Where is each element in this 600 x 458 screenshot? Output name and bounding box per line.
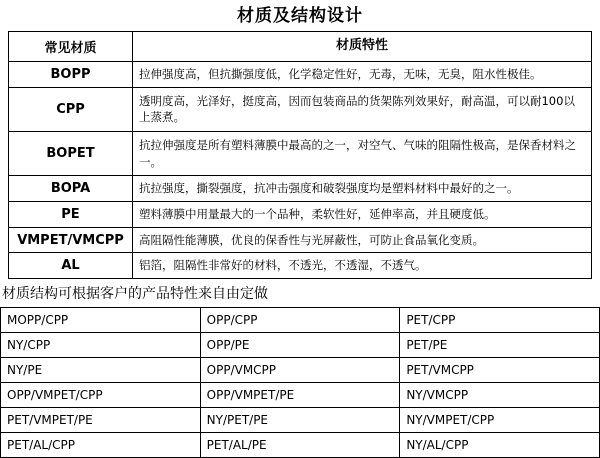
material-properties-table: [8, 31, 592, 279]
table-row: [9, 202, 592, 228]
table-row: [9, 87, 592, 131]
structure-cell: OPP/CPP: [200, 308, 400, 333]
material-name: BOPA: [9, 176, 133, 202]
material-name: CPP: [9, 87, 133, 131]
material-desc: 高阻隔性能薄膜，优良的保香性与光屏蔽性，可防止食品氧化变质。: [133, 227, 592, 253]
structure-cell: NY/PE: [1, 358, 201, 383]
table-row: [1, 358, 600, 383]
table-row: [9, 227, 592, 253]
table-row: [9, 132, 592, 176]
table-row: [1, 333, 600, 358]
structure-cell: NY/AL/CPP: [400, 433, 600, 458]
structure-cell: PET/PE: [400, 333, 600, 358]
structure-cell: NY/VMCPP: [400, 383, 600, 408]
table-row: [1, 408, 600, 433]
structure-cell: NY/CPP: [1, 333, 201, 358]
structure-cell: PET/VMPET/PE: [1, 408, 201, 433]
material-desc: 塑料薄膜中用量最大的一个品种，柔软性好，延伸率高，并且硬度低。: [133, 202, 592, 228]
material-name: AL: [9, 253, 133, 279]
material-name: BOPP: [9, 62, 133, 88]
material-desc: 拉伸强度高，但抗撕强度低，化学稳定性好，无毒，无味，无臭，阻水性极佳。: [133, 62, 592, 88]
structure-combinations-table: [0, 307, 600, 458]
structure-cell: OPP/PE: [200, 333, 400, 358]
structure-note: 材质结构可根据客户的产品特性来自由定做: [2, 286, 268, 303]
material-desc: 铝箔，阻隔性非常好的材料，不透光，不透湿，不透气。: [133, 253, 592, 279]
table-row: [1, 308, 600, 333]
structure-cell: OPP/VMCPP: [200, 358, 400, 383]
material-desc: 抗拉伸强度是所有塑料薄膜中最高的之一，对空气、气味的阻隔性极高，是保香材料之一。: [133, 132, 592, 176]
structure-cell: PET/VMCPP: [400, 358, 600, 383]
material-desc: 透明度高，光泽好，挺度高，因而包装商品的货架陈列效果好，耐高温，可以耐100以上蒸煮。: [133, 87, 592, 131]
material-name: BOPET: [9, 132, 133, 176]
material-name: PE: [9, 202, 133, 228]
structure-cell: PET/CPP: [400, 308, 600, 333]
table-row: [9, 176, 592, 202]
table-row: [9, 253, 592, 279]
page-title: 材质及结构设计: [237, 6, 363, 26]
header-material-property: 材质特性: [133, 32, 592, 62]
header-material-name: 常见材质: [9, 32, 133, 62]
table-row: [9, 62, 592, 88]
structure-cell: OPP/VMPET/CPP: [1, 383, 201, 408]
material-name: VMPET/VMCPP: [9, 227, 133, 253]
table-row: [1, 383, 600, 408]
material-desc: 抗拉强度，撕裂强度，抗冲击强度和破裂强度均是塑料材料中最好的之一。: [133, 176, 592, 202]
table-row: [1, 433, 600, 458]
structure-cell: PET/AL/PE: [200, 433, 400, 458]
structure-cell: PET/AL/CPP: [1, 433, 201, 458]
structure-cell: OPP/VMPET/PE: [200, 383, 400, 408]
table-header-row: [9, 32, 592, 62]
structure-cell: NY/VMPET/CPP: [400, 408, 600, 433]
structure-cell: MOPP/CPP: [1, 308, 201, 333]
structure-cell: NY/PET/PE: [200, 408, 400, 433]
